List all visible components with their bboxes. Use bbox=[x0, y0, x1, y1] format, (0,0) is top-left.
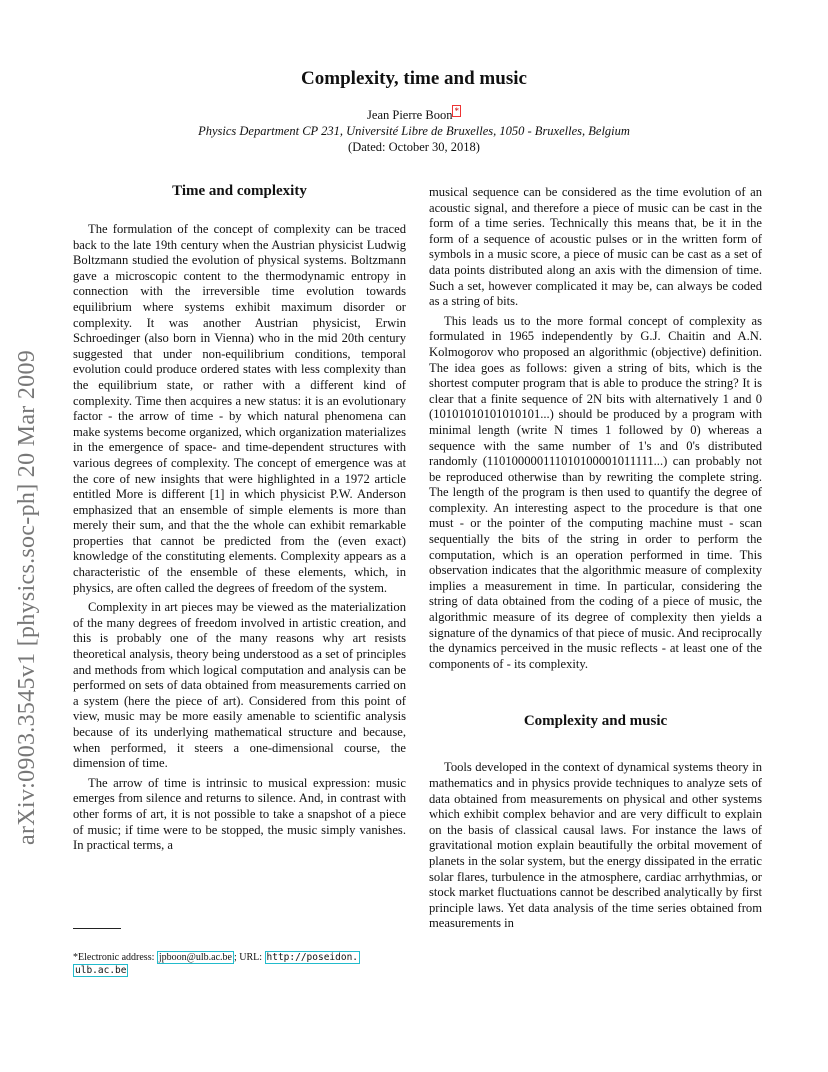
email-link[interactable]: jpboon@ulb.ac.be bbox=[158, 952, 232, 963]
paper-title: Complexity, time and music bbox=[301, 68, 527, 89]
section-title-complexity-and-music: Complexity and music bbox=[523, 713, 668, 730]
url-link-part2[interactable]: ulb.ac.be bbox=[75, 965, 127, 976]
footnote-rule bbox=[73, 928, 121, 929]
url-link-part1[interactable]: http://poseidon. bbox=[266, 952, 359, 963]
paragraph-5: This leads us to the more formal concept of complexity as formulated in 1965 independently by G.J. Chaitin and A.N. Kolmogorov who proposed an algorithmic (objective) definition. The idea goes as follows: given a string of bits, which is the shortest computer program that is able to produce the string? It is clear that a finite sequence of 2N bits with alternatively 1 and 0 (10101010101010101...) should be produced by a program with minimal length (write N times 1 followed by 0) whereas a sequence with the same number of 1's and 0's distributed randomly (110100000111010100001011111...) can probably not be reproduced otherwise than by rewriting the complete string. The length of the program is then used to quantify the degree of complexity. An interesting aspect to the procedure is that one must - or the pointer of the computing machine must - scan sequentially the bits of the string in order to perform the computation, which is an operation performed in time. This observation indicates that the algorithmic measure of complexity implies a measurement in time. In particular, considering the string of data obtained from the coding of a piece of music, the algorithmic measure of its degree of complexity then yields a signature of the dynamics of that piece of music. And reciprocally the dynamics perceived in the music reflects - at least one of the components of - its complexity. bbox=[429, 313, 762, 671]
paragraph-3: The arrow of time is intrinsic to musical expression: music emerges from silence and returns to silence. And, in contrast with other forms of art, it is not possible to take a snapshot of a piece of music; if time were to be stopped, the music simply vanishes. In practical terms, a bbox=[73, 775, 406, 853]
section-title-time-and-complexity: Time and complexity bbox=[172, 183, 307, 199]
arxiv-identifier: arXiv:0903.3545v1 [physics.soc-ph] 20 Mar 2009 bbox=[14, 349, 40, 845]
affiliation: Physics Department CP 231, Université Libre de Bruxelles, 1050 - Bruxelles, Belgium bbox=[198, 124, 630, 139]
left-column bbox=[73, 180, 406, 854]
footnote-prefix: *Electronic address: bbox=[73, 952, 157, 963]
paragraph-4: musical sequence can be considered as the time evolution of an acoustic signal, and therefore a piece of music can be cast in the form of a time series. Technically this means that, be it in the form of a sequence of acoustic pulses or in the written form of symbols in a music score, a piece of music can be cast as a set of data points distributed along an axis with the dimension of time. Such a set, however complicated it may be, can always be coded as a string of bits. bbox=[429, 185, 762, 309]
author-block bbox=[0, 103, 828, 155]
paragraph-1: The formulation of the concept of complexity can be traced back to the late 19th century when the Austrian physicist Ludwig Boltzmann studied the evolution of physical systems. Boltzmann gave a microscopic content to the thermodynamic entropy in connection with the irreversible time evolution towards equilibrium where systems exhibit maximum disorder or complexity. It was another Austrian physicist, Erwin Schroedinger (also born in Vienna) who in the mid 20th century suggested that under non-equilibrium conditions, temporal evolution could produce ordered states with less complexity than the equilibrium state, or rather with a different kind of complexity. Time then acquires a new status: it is an evolutionary factor - the arrow of time - by which natural phenomena can make systems become organized, which organization materializes in the emergence of space- and time-dependent structures with various degrees of complexity. The concept of emergence was at the core of new insights that were highlighted in a 1972 article entitled More is different [1] in which physicist P.W. Anderson emphasized that an ensemble of simple elements is more than merely their sum, and that the the whole can exhibit remarkable properties that cannot be predicted from the (even exact) knowledge of the constituting elements. Complexity appears as a characteristic of the ensemble of these elements, which, in physics, are often called the degrees of freedom of the system. bbox=[73, 222, 406, 595]
paragraph-2: Complexity in art pieces may be viewed as the materialization of the many degrees of freedom involved in artistic creation, and this is probably one of the many reasons why art resists theoretical analysis, theory being understood as a set of principles and methods from which logical computation and analysis can be performed on sets of data obtained from measurements carried on a system (here the piece of art). Considered from this point of view, music may be more easily amenable to scientific analysis because of its underlying mathematical structure and because, when performed, it steers a one-dimensional course, the dimension of time. bbox=[73, 600, 406, 771]
author-line bbox=[0, 103, 828, 123]
footnote-mark-link[interactable]: * bbox=[454, 106, 459, 116]
url-label: ; URL: bbox=[233, 952, 265, 963]
right-column bbox=[429, 185, 762, 932]
footnote bbox=[73, 928, 406, 977]
author-name: Jean Pierre Boon bbox=[367, 108, 453, 123]
paragraph-6: Tools developed in the context of dynamical systems theory in mathematics and in physics provide techniques to analyze sets of data obtained from measurements on physical and other systems which exhibit complex behavior and are very difficult to explain on the basis of classical causal laws. For instance the laws of gravitational motion explain beautifully the orbital movement of planets in the solar system, but the energy dissipated in the erratic solar flares, turbulence in the atmosphere, cardiac arrhythmias, or stock market fluctuations cannot be described analytically by first principle laws. Yet data analysis of the time series obtained from measurements in bbox=[429, 760, 762, 931]
date-line: (Dated: October 30, 2018) bbox=[348, 140, 480, 155]
